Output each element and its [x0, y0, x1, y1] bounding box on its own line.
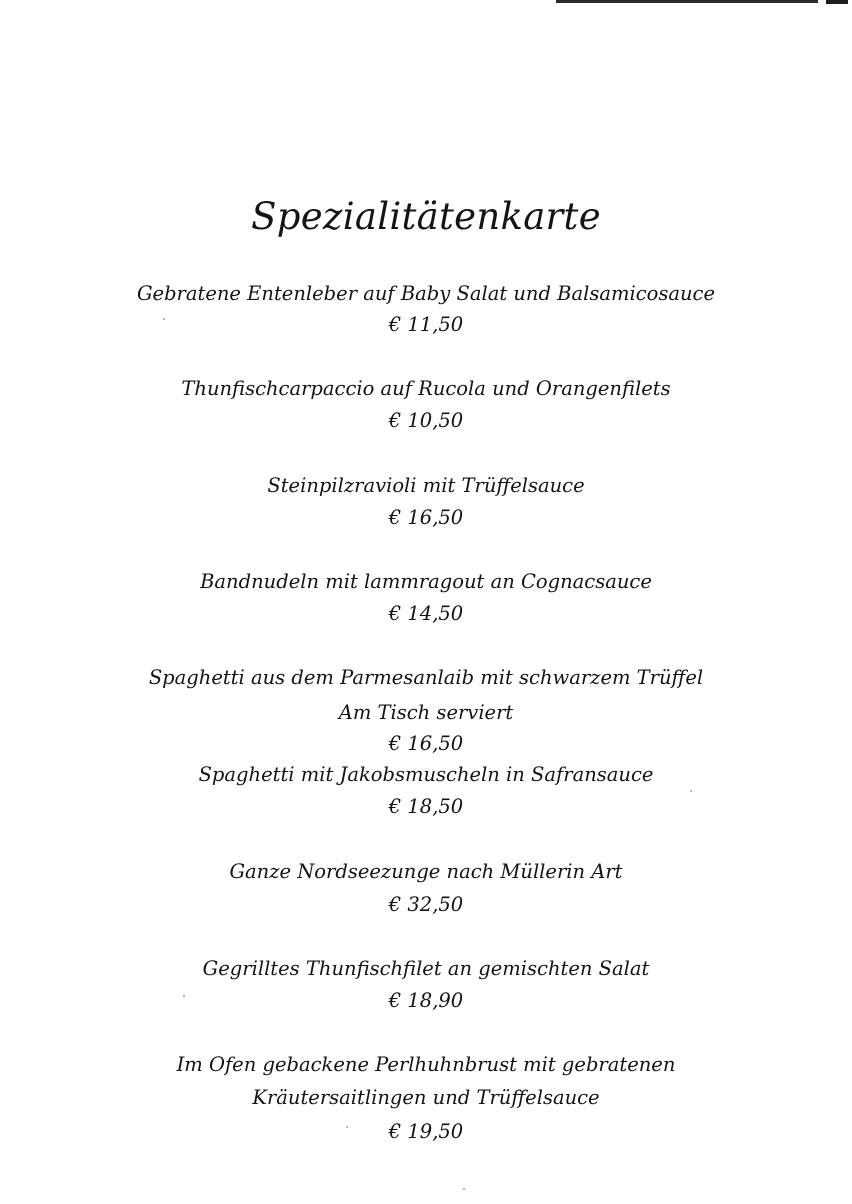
dish-price: € 16,50	[388, 732, 464, 755]
dish-price: € 10,50	[388, 409, 464, 432]
dish-price: € 14,50	[388, 602, 464, 625]
dish-name: Bandnudeln mit lammragout an Cognacsauce	[200, 570, 652, 593]
dish-note: Am Tisch serviert	[338, 701, 514, 724]
dish-name: Steinpilzravioli mit Trüffelsauce	[267, 474, 585, 497]
dish-name: Im Ofen gebackene Perlhuhnbrust mit gebratenen	[176, 1053, 676, 1076]
dish-price: € 16,50	[388, 506, 464, 529]
dish-price: € 19,50	[388, 1120, 464, 1143]
dish-price: € 32,50	[388, 893, 464, 916]
dish-name: Spaghetti aus dem Parmesanlaib mit schwarzem Trüffel	[148, 666, 704, 689]
dish-name: Gegrilltes Thunfischfilet an gemischten Salat	[202, 957, 650, 980]
scan-edge-rule	[556, 0, 818, 3]
scan-speck	[463, 1188, 465, 1190]
dish-name: Thunfischcarpaccio auf Rucola und Orangenfilets	[181, 377, 671, 400]
dish-name: Ganze Nordseezunge nach Müllerin Art	[229, 860, 623, 883]
dish-price: € 18,50	[388, 795, 464, 818]
dish-price: € 18,90	[388, 989, 464, 1012]
dish-name-continued: Kräutersaitlingen und Trüffelsauce	[252, 1086, 600, 1109]
scan-speck	[690, 790, 692, 792]
scan-edge-mark	[826, 0, 848, 4]
menu-title: Spezialitätenkarte	[251, 195, 601, 238]
dish-name: Gebratene Entenleber auf Baby Salat und Balsamicosauce	[136, 282, 716, 305]
dish-price: € 11,50	[388, 313, 464, 336]
dish-name: Spaghetti mit Jakobsmuscheln in Safransauce	[198, 763, 654, 786]
